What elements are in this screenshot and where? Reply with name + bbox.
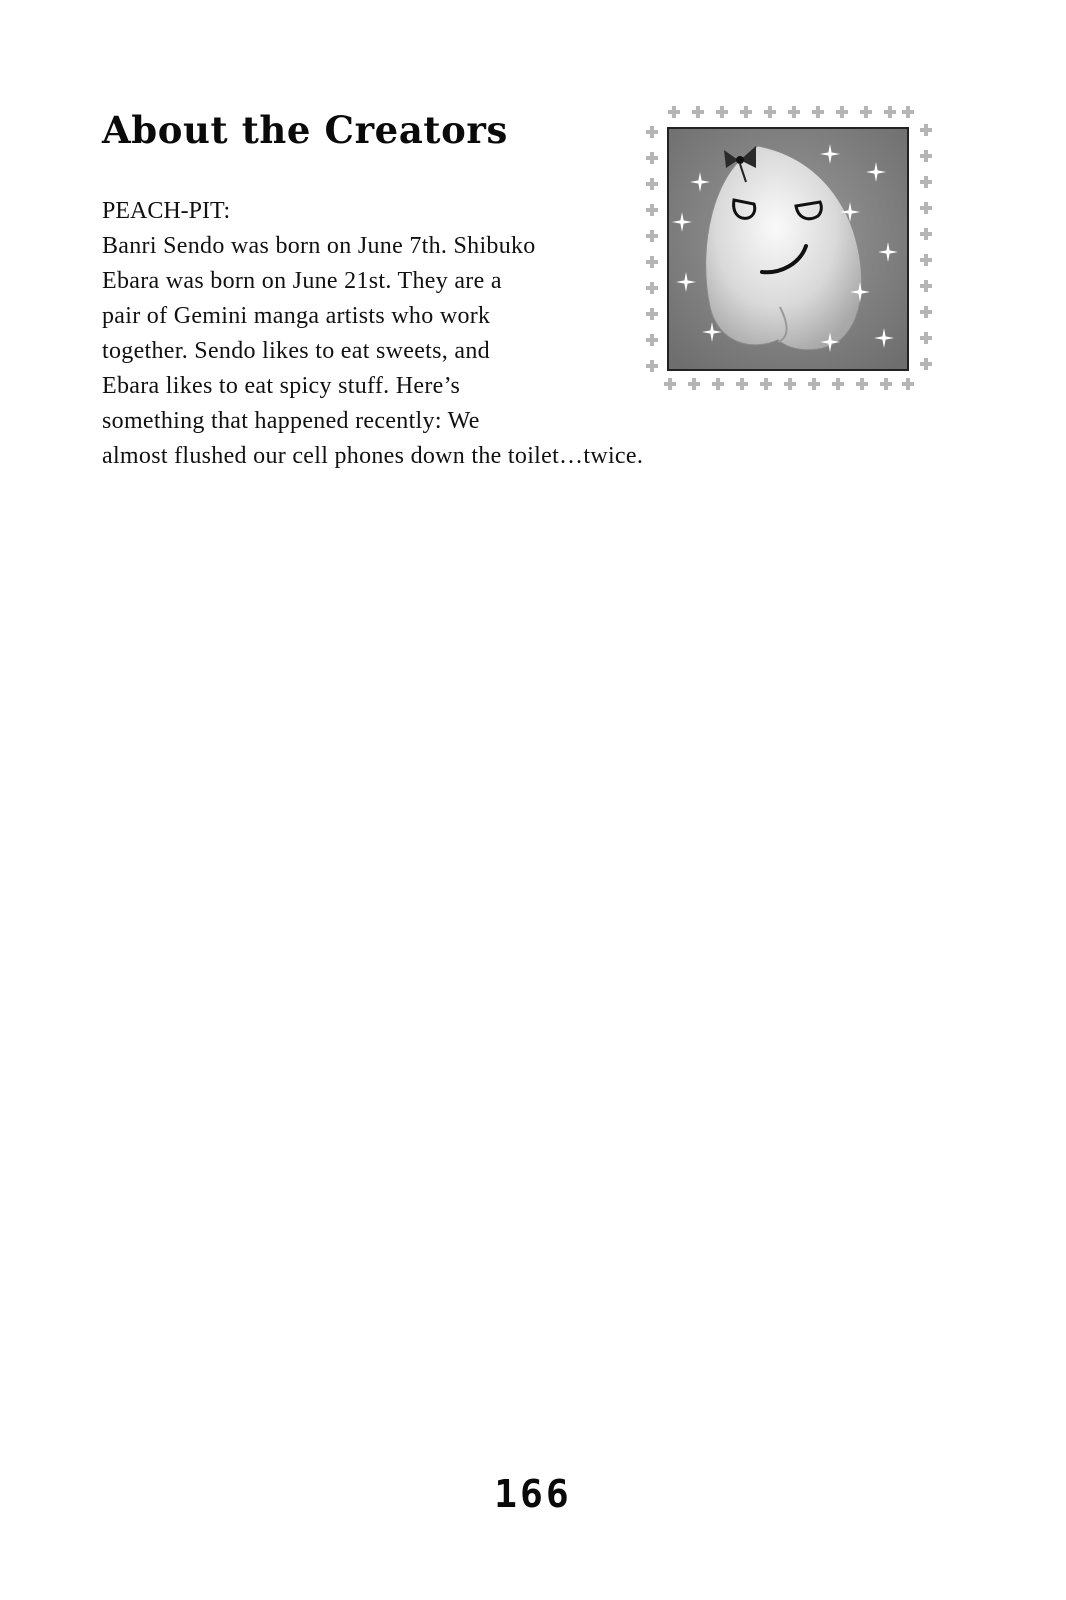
bio-line: almost flushed our cell phones down the toilet…twice. <box>102 443 644 469</box>
page-title: About the Creators <box>102 108 508 152</box>
creator-bio <box>102 229 643 474</box>
peach-character-icon <box>640 102 936 398</box>
bio-line: together. Sendo likes to eat sweets, and <box>102 338 490 364</box>
bio-line: pair of Gemini manga artists who work <box>102 303 491 329</box>
creator-name-label: PEACH-PIT: <box>102 198 231 224</box>
bio-line: Ebara likes to eat spicy stuff. Here’s <box>102 373 461 399</box>
page-number: 166 <box>494 1472 572 1516</box>
bio-line: Banri Sendo was born on June 7th. Shibuko <box>102 233 536 259</box>
bio-line: Ebara was born on June 21st. They are a <box>102 268 502 294</box>
bio-line: something that happened recently: We <box>102 408 480 434</box>
